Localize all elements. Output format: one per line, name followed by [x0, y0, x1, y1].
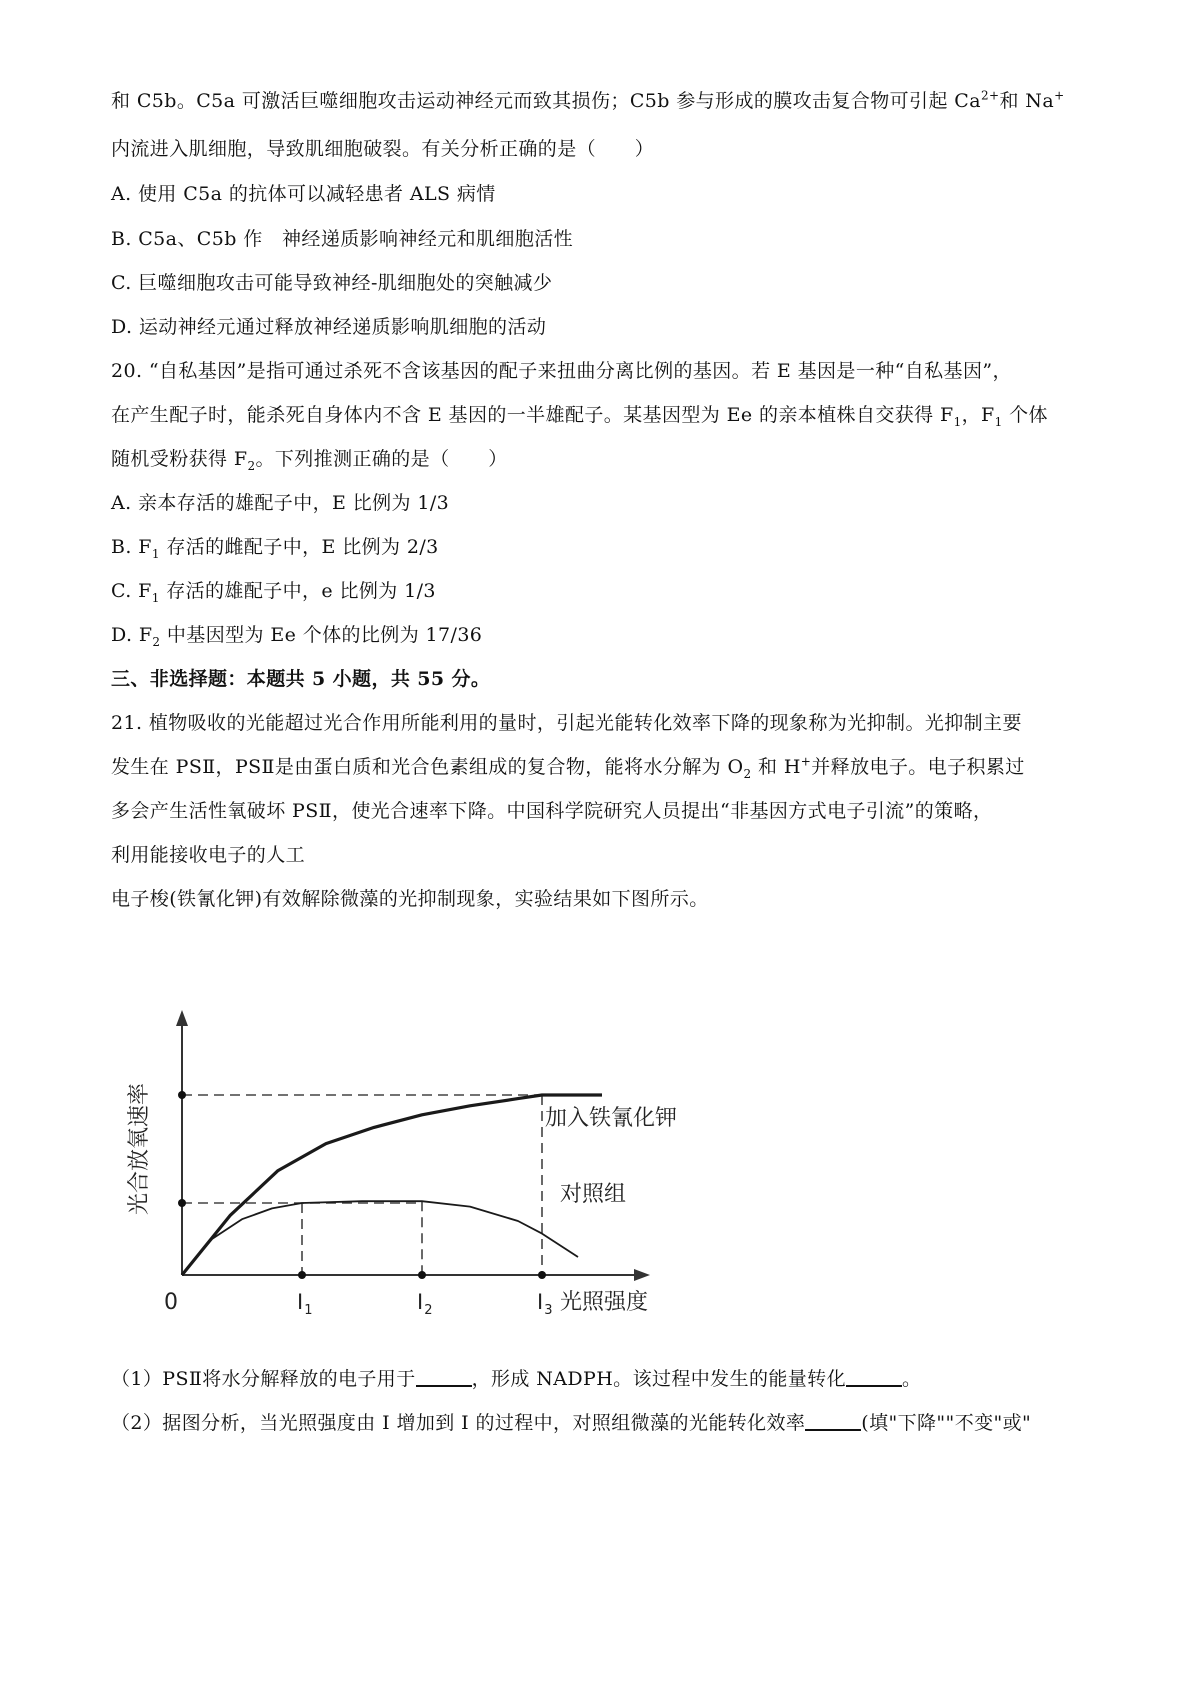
y-axis-arrow: [176, 1010, 188, 1026]
origin-label: 0: [164, 1290, 178, 1315]
q19-option-b: B. C5a、C5b 作 神经递质影响神经元和肌细胞活性: [111, 228, 574, 250]
marker-dot: [298, 1271, 306, 1279]
marker-dot: [178, 1199, 186, 1207]
x-axis-label: 光照强度: [560, 1290, 649, 1315]
q19-text-line-1: 和 C5b。C5a 可激活巨噬细胞攻击运动神经元而致其损伤；C5b 参与形成的膜攻击复合物可引起 $Ca^{2+}$和 Na+: [111, 88, 1065, 112]
q20-option-a: A. 亲本存活的雄配子中，E 比例为 1/3: [111, 492, 450, 514]
q21-subquestion-1: （1）PSⅡ将水分解释放的电子用于 ，形成 NADPH。该过程中发生的能量转化 。: [111, 1368, 922, 1390]
marker-dot: [538, 1271, 546, 1279]
y-axis-label: 光合放氧速率: [127, 1082, 152, 1216]
q19-option-d: D. 运动神经元通过释放神经递质影响肌细胞的活动: [111, 316, 547, 338]
series-label-control: 对照组: [560, 1182, 627, 1207]
q20-text-line-2: 在产生配子时，能杀死自身体内不含 E 基因的一半雄配子。某基因型为 Ee 的亲本植株自交获得 $F_1$，$F_1$ 个体: [111, 404, 1048, 429]
q20-option-d: D. $F_2$ 中基因型为 Ee 个体的比例为 17/36: [111, 624, 483, 649]
chart-axes: [176, 1010, 650, 1281]
x-tick-label-2: $I_2$: [417, 1290, 433, 1318]
q19-option-a: A. 使用 C5a 的抗体可以减轻患者 ALS 病情: [111, 183, 496, 205]
x-axis-arrow: [634, 1269, 650, 1281]
x-tick-subscript: 2: [424, 1303, 433, 1318]
q21-text-line-1: 21. 植物吸收的光能超过光合作用所能利用的量时，引起光能转化效率下降的现象称为光抑制。光抑制主要: [111, 712, 1022, 734]
q21-text-line-5: 电子梭(铁氰化钾)有效解除微藻的光抑制现象，实验结果如下图所示。: [111, 888, 709, 910]
q20-text-line-1: 20. “自私基因”是指可通过杀死不含该基因的配子来扭曲分离比例的基因。若 E 基因是一种“自私基因”，: [111, 360, 1012, 382]
marker-dot: [178, 1091, 186, 1099]
q21-text-line-4: 利用能接收电子的人工: [111, 844, 306, 866]
q21-text-line-3: 多会产生活性氧破坏 PSⅡ，使光合速率下降。中国科学院研究人员提出“非基因方式电子引流”的策略，: [111, 800, 993, 822]
marker-dot: [418, 1271, 426, 1279]
q20-text-line-3: 随机受粉获得 $F_2$。下列推测正确的是（ ）: [111, 448, 508, 473]
q20-option-b: B. $F_1$ 存活的雌配子中，E 比例为 2/3: [111, 536, 439, 561]
x-tick-subscript: 1: [304, 1303, 313, 1318]
q21-text-line-2: 发生在 PSⅡ，PSⅡ是由蛋白质和光合色素组成的复合物，能将水分解为 $O_2$ 和 H+并释放电子。电子积累过: [111, 754, 1025, 781]
answer-blank[interactable]: [846, 1367, 902, 1387]
series-line-ferricyanide: [182, 1095, 602, 1275]
series-line-control: [182, 1201, 578, 1275]
chart-series: [182, 1095, 602, 1275]
answer-blank[interactable]: [416, 1367, 472, 1387]
answer-blank[interactable]: [805, 1411, 861, 1431]
x-tick-label-1: $I_1$: [297, 1290, 313, 1318]
series-label-ferricyanide: 加入铁氰化钾: [545, 1106, 678, 1131]
q19-text-line-2: 内流进入肌细胞，导致肌细胞破裂。有关分析正确的是（ ）: [111, 138, 655, 160]
q21-subquestion-2: （2）据图分析，当光照强度由 I 增加到 I 的过程中，对照组微藻的光能转化效率 (填"下降""不变"或": [111, 1412, 1032, 1434]
chart-guides: [178, 1091, 546, 1279]
section-3-heading: 三、非选择题：本题共 5 小题，共 55 分。: [111, 668, 491, 690]
x-tick-subscript: 3: [544, 1303, 553, 1318]
q19-option-c: C. 巨噬细胞攻击可能导致神经-肌细胞处的突触减少: [111, 272, 553, 294]
x-tick-label-3: $I_3$: [537, 1290, 553, 1318]
q20-option-c: C. $F_1$ 存活的雄配子中，e 比例为 1/3: [111, 580, 436, 605]
